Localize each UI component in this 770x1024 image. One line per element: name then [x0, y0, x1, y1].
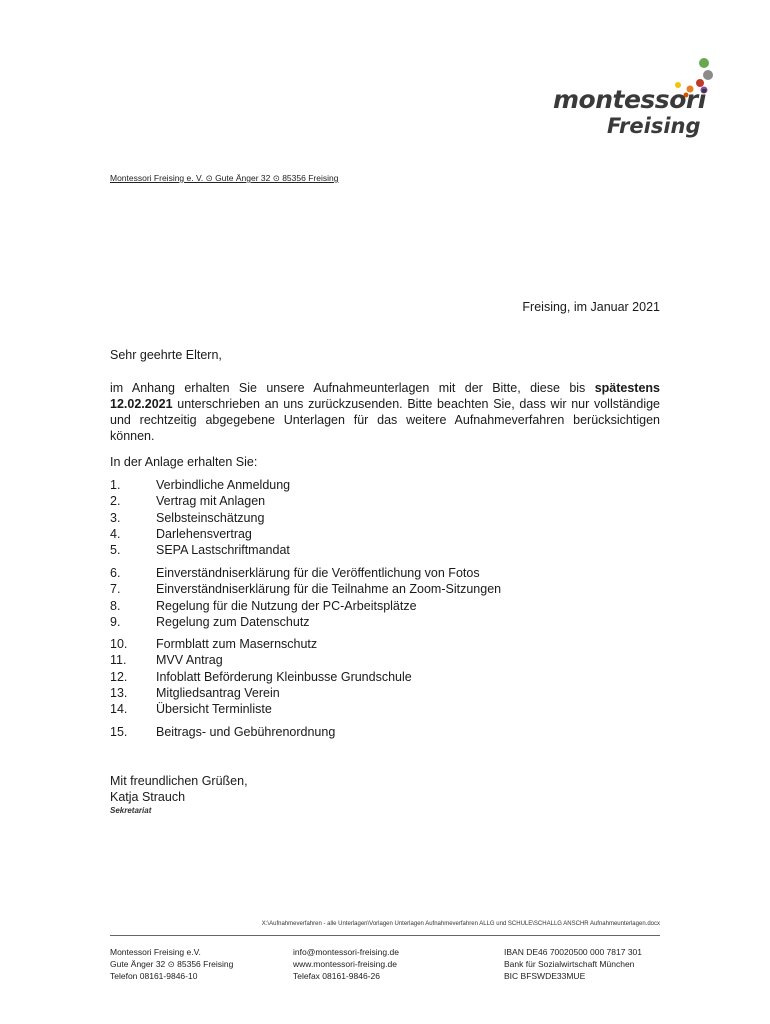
list-item-text: SEPA Lastschriftmandat	[156, 543, 290, 558]
list-item	[110, 526, 660, 542]
list-item-text: Vertrag mit Anlagen	[156, 494, 266, 509]
intro-text-part1: im Anhang erhalten Sie unsere Aufnahmeunterlagen mit der Bitte, diese bis	[110, 381, 595, 395]
list-item-number: 12.	[110, 669, 128, 684]
footer-divider	[110, 935, 660, 936]
list-item	[110, 669, 660, 685]
list-item	[110, 565, 660, 581]
list-item-text: Beitrags- und Gebührenordnung	[156, 725, 336, 739]
list-item-text: Formblatt zum Masernschutz	[156, 637, 318, 651]
list-item-text: Übersicht Terminliste	[156, 702, 272, 717]
montessori-logo	[550, 55, 720, 145]
intro-deadline: spätestens 12.02.2021	[110, 381, 660, 411]
list-item	[110, 724, 660, 740]
attachments-heading: In der Anlage erhalten Sie:	[110, 455, 258, 469]
attachment-list-group	[110, 477, 660, 558]
list-item-text: Verbindliche Anmeldung	[156, 478, 291, 492]
footer-line: Bank für Sozialwirtschaft München	[504, 959, 635, 969]
list-item-number: 6.	[110, 566, 121, 580]
list-item-text: Darlehensvertrag	[156, 526, 252, 541]
list-item-text: Selbsteinschätzung	[156, 510, 265, 525]
list-item-text: Einverständniserklärung für die Veröffentlichung von Fotos	[156, 566, 480, 580]
attachment-list-group	[110, 724, 660, 740]
footer-email: info@montessori-freising.de	[293, 947, 399, 957]
closing-block	[110, 773, 248, 805]
list-item-number: 7.	[110, 582, 121, 597]
footer-contact-column	[293, 946, 399, 982]
list-item-number: 1.	[110, 478, 121, 492]
list-item	[110, 542, 660, 558]
logo-dot	[699, 58, 709, 68]
list-item	[110, 636, 660, 652]
intro-text-part2: unterschrieben an uns zurückzusenden. Bitte beachten Sie, dass wir nur vollständige und rechtzeitig abgegebene Unterlagen für das weitere Aufnahmeverfahren berücksichtigen können.	[110, 397, 660, 443]
footer-line: Gute Änger 32 ⊙ 85356 Freising	[110, 959, 234, 969]
footer-line: IBAN DE46 70020500 000 7817 301	[504, 947, 643, 957]
footer-address-column	[110, 946, 233, 982]
file-path: X:\Aufnahmeverfahren - alle Unterlagen\Vorlagen Unterlagen Aufnahmeverfahren ALLG und SCHULE\SCHALLG ANSCHR Aufnahmeunterlagen.docx	[261, 921, 660, 927]
list-item-text: Infoblatt Beförderung Kleinbusse Grundschule	[156, 669, 412, 684]
list-item	[110, 510, 660, 526]
list-item	[110, 652, 660, 668]
logo-word-montessori: montessori	[553, 85, 706, 114]
list-item-number: 13.	[110, 685, 128, 700]
list-item-number: 15.	[110, 725, 128, 739]
list-item-number: 11.	[110, 653, 127, 668]
list-item	[110, 701, 660, 717]
signer-name: Katja Strauch	[110, 790, 186, 804]
list-item-text: Regelung zum Datenschutz	[156, 614, 310, 629]
list-item	[110, 493, 660, 509]
closing-salutation: Mit freundlichen Grüßen,	[110, 774, 248, 788]
list-item	[110, 685, 660, 701]
footer-line: Montessori Freising e.V.	[110, 947, 201, 957]
list-item-text: Regelung für die Nutzung der PC-Arbeitsplätze	[156, 598, 417, 613]
list-item-number: 8.	[110, 598, 121, 613]
footer-line: Telefon 08161-9846-10	[110, 971, 198, 981]
footer-website: www.montessori-freising.de	[293, 959, 397, 969]
footer-line: BIC BFSWDE33MUE	[504, 971, 586, 981]
logo-word-freising: Freising	[607, 114, 701, 138]
list-item	[110, 598, 660, 614]
list-item-number: 3.	[110, 510, 121, 525]
greeting: Sehr geehrte Eltern,	[110, 348, 222, 362]
list-item-number: 4.	[110, 526, 121, 541]
signer-role: Sekretariat	[110, 806, 152, 815]
footer-bank-column	[504, 946, 642, 982]
list-item	[110, 581, 660, 597]
list-item-number: 14.	[110, 702, 128, 717]
sender-address-line: Montessori Freising e. V. ⊙ Gute Änger 32 ⊙ 85356 Freising	[110, 173, 339, 183]
list-item-text: Einverständniserklärung für die Teilnahme an Zoom-Sitzungen	[156, 582, 502, 597]
list-item-text: Mitgliedsantrag Verein	[156, 685, 280, 700]
logo-dot	[703, 70, 713, 80]
list-item-number: 10.	[110, 637, 128, 651]
list-item-number: 9.	[110, 614, 121, 629]
list-item-text: MVV Antrag	[156, 653, 223, 668]
intro-paragraph	[110, 380, 660, 444]
list-item-number: 5.	[110, 543, 121, 558]
list-item	[110, 477, 660, 493]
attachment-list-group	[110, 636, 660, 717]
letter-date: Freising, im Januar 2021	[522, 300, 660, 314]
footer-line: Telefax 08161-9846-26	[293, 971, 380, 981]
attachment-list-group	[110, 565, 660, 630]
list-item-number: 2.	[110, 494, 121, 509]
list-item	[110, 614, 660, 630]
